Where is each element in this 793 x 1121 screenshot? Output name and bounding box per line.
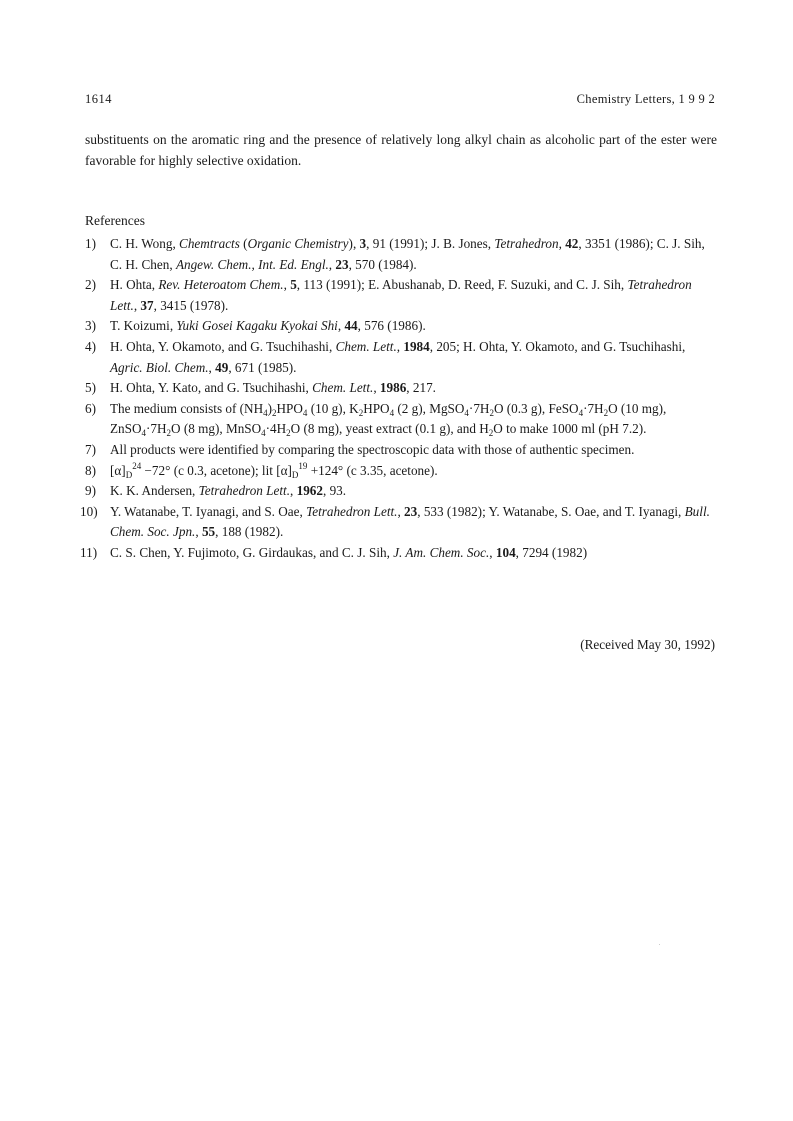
reference-text: H. Ohta, Rev. Heteroatom Chem., 5, 113 (1991); E. Abushanab, D. Reed, F. Suzuki, and C. J. Sih, Tetrahedron Lett., 37, 3415 (1978). [110, 277, 692, 313]
reference-number: 10) [80, 503, 98, 519]
references-heading: References [85, 213, 145, 228]
body-paragraph: substituents on the aromatic ring and the presence of relatively long alkyl chain as alcoholic part of the ester were favorable for highly selective oxidation. [85, 132, 717, 168]
received-date: (Received May 30, 1992) [580, 637, 715, 652]
reference-2 [85, 275, 717, 316]
running-head [85, 92, 715, 110]
reference-10 [80, 502, 717, 543]
reference-4 [85, 337, 717, 378]
reference-text: $[\alpha]_D^{24} -72^\circ$ (c 0.3, acetone); lit $[\alpha]_D^{19} +124^\circ$ (c 3.35, acetone). [110, 460, 438, 480]
reference-text: Y. Watanabe, T. Iyanagi, and S. Oae, Tetrahedron Lett., 23, 533 (1982); Y. Watanabe, S. Oae, and T. Iyanagi, Bull. Chem. Soc. Jpn., 55, 188 (1982). [110, 503, 710, 540]
reference-text: H. Ohta, Y. Kato, and G. Tsuchihashi, Chem. Lett., 1986, 217. [110, 380, 436, 396]
reference-text: C. H. Wong, Chemtracts (Organic Chemistry), 3, 91 (1991); J. B. Jones, Tetrahedron, 42, 3351 (1986); C. J. Sih, C. H. Chen, Angew. Chem., Int. Ed. Engl., 23, 570 (1984). [110, 236, 705, 272]
reference-number: 4) [85, 338, 96, 354]
reference-9 [85, 481, 717, 502]
reference-number: 5) [85, 380, 96, 396]
reference-8 [85, 461, 717, 482]
reference-text: C. S. Chen, Y. Fujimoto, G. Girdaukas, and C. J. Sih, J. Am. Chem. Soc., 104, 7294 (1982) [110, 544, 588, 560]
reference-text: All products were identified by comparing the spectroscopic data with those of authentic specimen. [110, 441, 635, 457]
reference-5 [85, 378, 717, 399]
reference-text: H. Ohta, Y. Okamoto, and G. Tsuchihashi, Chem. Lett., 1984, 205; H. Ohta, Y. Okamoto, and G. Tsuchihashi, Agric. Biol. Chem., 49, 671 (1985). [110, 338, 686, 375]
reference-11 [80, 543, 717, 564]
reference-1 [85, 234, 717, 275]
reference-number: 2) [85, 277, 96, 293]
reference-3 [85, 316, 717, 337]
reference-number: 11) [80, 544, 98, 560]
reference-text: The medium consists of $(NH_4)_2HPO_4$ (10 g), $K_2HPO_4$ (2 g), $MgSO_4\cdot 7H_2O$ (0.3 g), $FeSO_4\cdot 7H_2O$ (10 mg), $ZnSO_4\cdot 7H_2O$ (8 mg), $MnSO_4\cdot 4H_2O$ (8 mg), yeast extract (0.1 g), and $H_2O$ to make 1000 ml (pH 7.2). [110, 400, 667, 439]
reference-7 [85, 440, 717, 461]
journal-name: Chemistry Letters, 1 9 9 2 [576, 92, 715, 106]
reference-number: 9) [85, 483, 96, 499]
reference-text: T. Koizumi, Yuki Gosei Kagaku Kyokai Shi, 44, 576 (1986). [110, 318, 426, 334]
page-number: 1614 [85, 92, 112, 106]
scan-speck [659, 944, 660, 945]
reference-number: 3) [85, 318, 96, 334]
reference-text: K. K. Andersen, Tetrahedron Lett., 1962, 93. [110, 483, 347, 499]
reference-number: 7) [85, 441, 96, 457]
reference-number: 8) [85, 462, 96, 478]
references-list [80, 234, 717, 564]
reference-6 [85, 399, 717, 440]
reference-number: 6) [85, 400, 96, 416]
reference-number: 1) [85, 236, 96, 251]
